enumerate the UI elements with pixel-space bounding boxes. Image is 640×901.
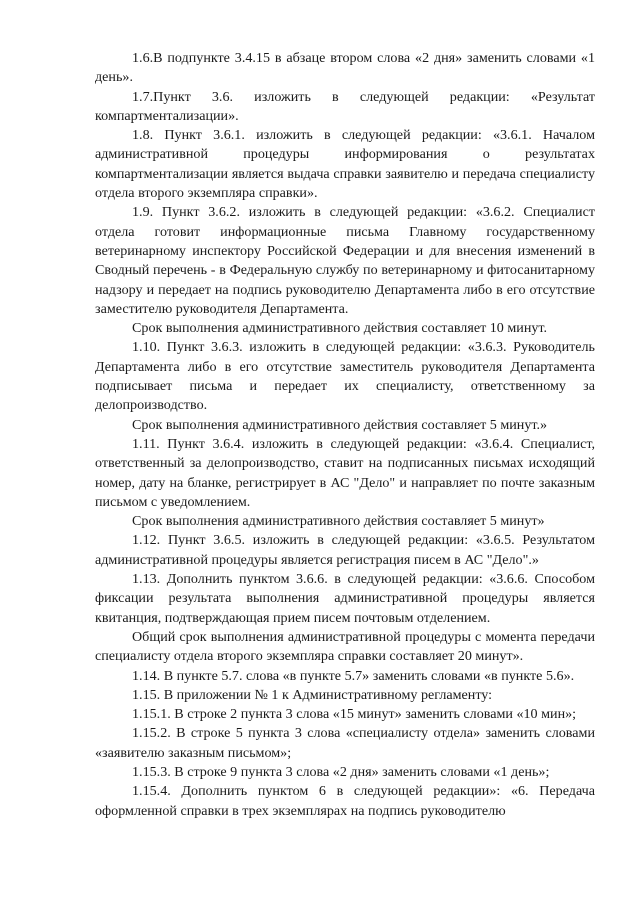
paragraph-1-8: 1.8. Пункт 3.6.1. изложить в следующей редакции: «3.6.1. Началом административной процедуры информирования о результатах компартментализации является выдача справки заявителю и передача специалисту отдела второго экземпляра справки». xyxy=(95,127,595,202)
paragraph-1-15-3: 1.15.3. В строке 9 пункта 3 слова «2 дня» заменить словами «1 день»; xyxy=(132,763,550,780)
paragraph-1-15: 1.15. В приложении № 1 к Административному регламенту: xyxy=(132,686,493,703)
paragraph-deadline-5-min-b: Срок выполнения административного действия составляет 5 минут» xyxy=(132,513,545,530)
paragraph-1-14: 1.14. В пункте 5.7. слова «в пункте 5.7» заменить словами «в пункте 5.6». xyxy=(132,667,575,684)
paragraph-1-15-2: 1.15.2. В строке 5 пункта 3 слова «специалисту отдела» заменить словами «заявителю заказным письмом»; xyxy=(95,725,595,761)
paragraph-1-6: 1.6.В подпункте 3.4.15 в абзаце втором слова «2 дня» заменить словами «1 день». xyxy=(95,50,595,86)
paragraph-1-15-4: 1.15.4. Дополнить пунктом 6 в следующей редакции»: «6. Передача оформленной справки в трех экземплярах на подпись руководителю xyxy=(95,783,595,819)
paragraph-deadline-5-min-a: Срок выполнения административного действия составляет 5 минут.» xyxy=(132,416,548,433)
paragraph-1-11: 1.11. Пункт 3.6.4. изложить в следующей редакции: «3.6.4. Специалист, ответственный за делопроизводство, ставит на подписанных письмах исходящий номер, дату на бланке, регистрирует в АС "Дело" и направляет по почте заказным письмом с уведомлением. xyxy=(95,435,595,510)
paragraph-1-12: 1.12. Пункт 3.6.5. изложить в следующей редакции: «3.6.5. Результатом административной процедуры является регистрация писем в АС "Дело".» xyxy=(95,532,595,568)
paragraph-deadline-10-min: Срок выполнения административного действия составляет 10 минут. xyxy=(132,320,548,337)
paragraph-1-13: 1.13. Дополнить пунктом 3.6.6. в следующей редакции: «3.6.6. Способом фиксации результата выполнения административной процедуры является квитанция, подтверждающая прием писем почтовым отделением. xyxy=(95,571,595,626)
paragraph-1-7: 1.7.Пункт 3.6. изложить в следующей редакции: «Результат компартментализации». xyxy=(95,88,595,124)
paragraph-1-15-1: 1.15.1. В строке 2 пункта 3 слова «15 минут» заменить словами «10 мин»; xyxy=(132,706,577,723)
document-body xyxy=(95,49,595,821)
paragraph-1-9: 1.9. Пункт 3.6.2. изложить в следующей редакции: «3.6.2. Специалист отдела готовит информационные письма Главному государственному ветеринарному инспектору Российской Федерации и для внесения изменений в Сводный перечень - в Федеральную службу по ветеринарному и фитосанитарному надзору и передает на подпись руководителю Департамента либо в его отсутствие заместителю руководителя Департамента. xyxy=(95,204,595,317)
paragraph-total-deadline: Общий срок выполнения административной процедуры с момента передачи специалисту отдела второго экземпляра справки составляет 20 минут». xyxy=(95,628,595,665)
paragraph-1-10: 1.10. Пункт 3.6.3. изложить в следующей редакции: «3.6.3. Руководитель Департамента либо в его отсутствие заместитель руководителя Департамента подписывает письма и передает их специалисту, ответственному за делопроизводство. xyxy=(95,339,595,414)
